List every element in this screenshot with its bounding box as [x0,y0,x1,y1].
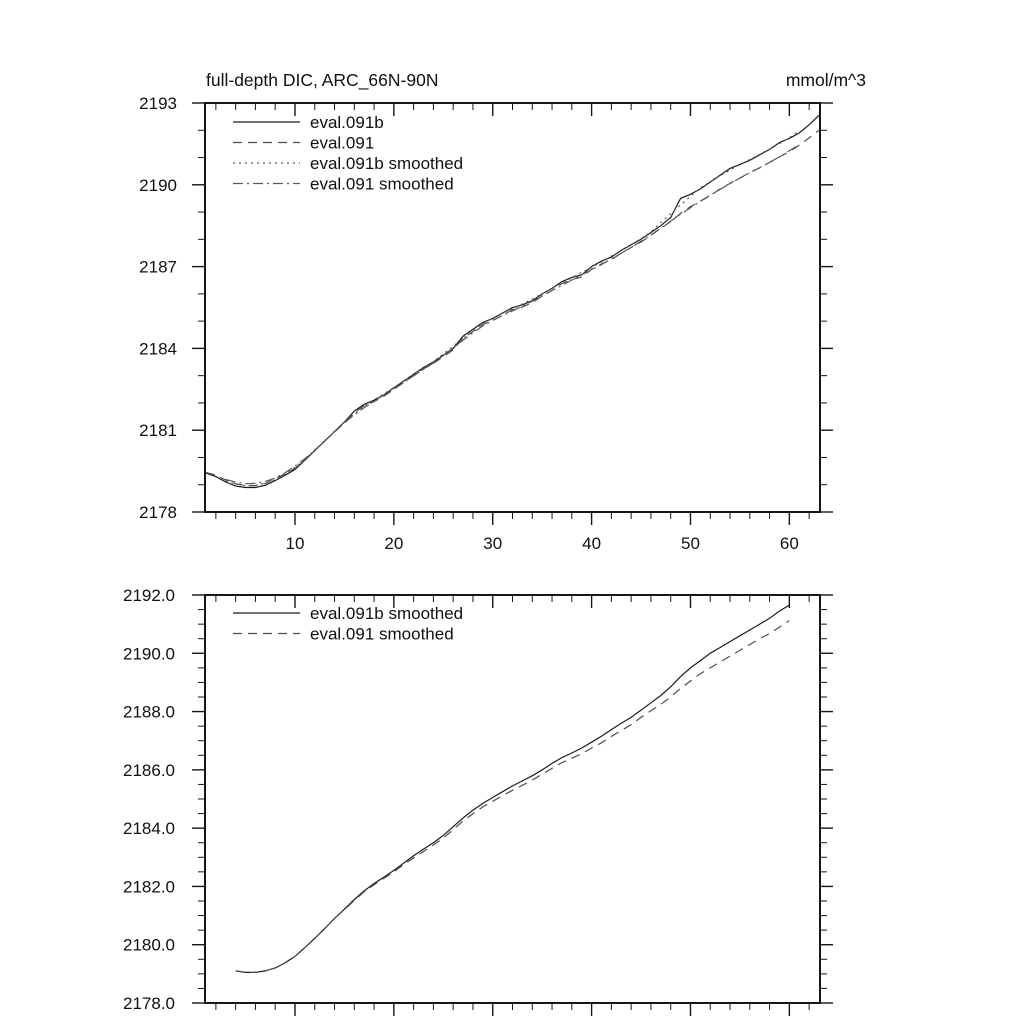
y-tick-label: 2178 [139,503,177,522]
y-tick-label: 2188.0 [123,702,175,722]
y-tick-label: 2186.0 [123,760,175,780]
x-tick-label: 30 [483,534,503,553]
bottom-chart [123,586,833,1016]
y-tick-label: 2181 [139,421,177,441]
y-tick-label: 2184.0 [123,819,175,839]
y-tick-label: 2182.0 [123,877,175,897]
y-tick-label: 2190.0 [123,644,175,664]
units-label: mmol/m^3 [785,70,866,90]
y-tick-label: 2184 [139,339,177,359]
y-tick-label: 2187 [139,257,177,277]
y-tick-label: 2178.0 [123,994,175,1013]
x-axis [216,595,809,1016]
y-tick-label: 2192.0 [123,586,175,605]
y-tick-label: 2190 [139,175,177,195]
x-tick-label: 60 [779,534,799,553]
y-axis [123,586,833,1013]
legend [233,113,463,194]
legend-label-eval-091-smoothed: eval.091 smoothed [310,174,454,194]
legend-label-eval-091: eval.091 [310,133,375,153]
top-chart [139,70,866,553]
legend-label-eval-091b: eval.091b [310,113,384,132]
x-tick-label: 20 [384,534,404,553]
y-tick-label: 2180.0 [123,935,175,955]
x-tick-label: 10 [285,534,305,553]
series-line-eval-091-smoothed [226,144,799,483]
x-axis [216,103,809,553]
y-tick-label: 2193 [139,94,177,113]
legend-label-eval-091b-smoothed: eval.091b smoothed [310,154,464,173]
plot-border [205,595,820,1003]
chart-title: full-depth DIC, ARC_66N-90N [206,70,439,90]
series-line-eval-091-smoothed [236,621,790,973]
series-line-eval-091b-smoothed [236,605,790,972]
x-tick-label: 50 [681,534,700,553]
x-tick-label: 40 [582,534,602,553]
legend-label-eval-091-smoothed: eval.091 smoothed [310,624,454,644]
legend-label-eval-091b-smoothed: eval.091b smoothed [310,604,464,623]
y-axis [139,94,833,522]
legend [233,604,463,644]
